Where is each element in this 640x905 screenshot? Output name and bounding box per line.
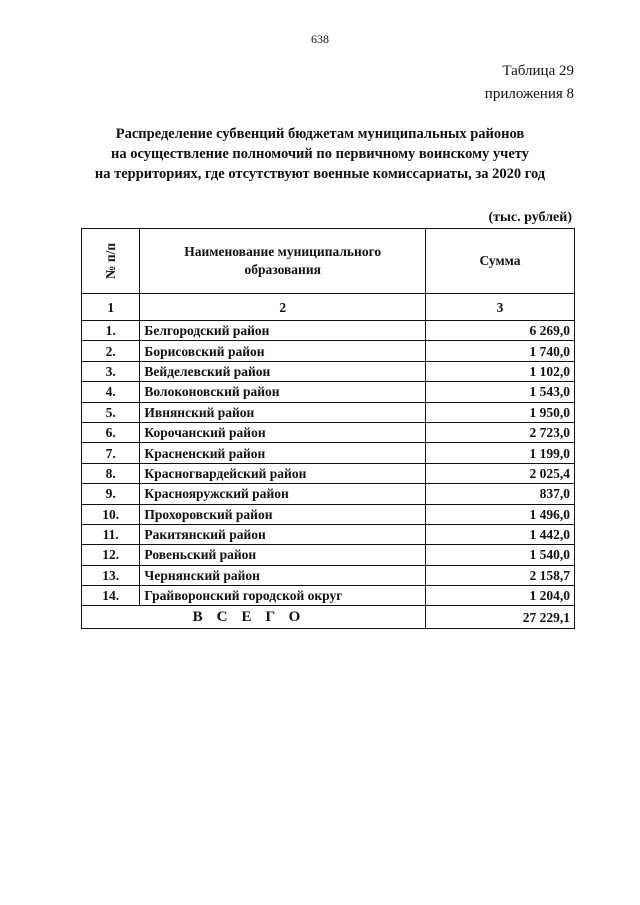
- row-sum: 6 269,0: [426, 321, 575, 341]
- row-number: 12.: [82, 545, 140, 565]
- header-sum: Сумма: [426, 229, 575, 294]
- row-number: 2.: [82, 341, 140, 361]
- row-sum: 2 158,7: [426, 565, 575, 585]
- row-name: Ровеньский район: [140, 545, 426, 565]
- table-row: [82, 586, 575, 606]
- table-row: [82, 341, 575, 361]
- row-name: Красногвардейский район: [140, 463, 426, 483]
- row-sum: 837,0: [426, 484, 575, 504]
- row-number: 10.: [82, 504, 140, 524]
- table-header-row: [82, 229, 575, 294]
- row-number: 3.: [82, 361, 140, 381]
- row-name: Белгородский район: [140, 321, 426, 341]
- row-sum: 1 543,0: [426, 382, 575, 402]
- row-sum: 1 496,0: [426, 504, 575, 524]
- row-sum: 2 025,4: [426, 463, 575, 483]
- table-body: [82, 321, 575, 606]
- row-name: Грайворонский городской округ: [140, 586, 426, 606]
- table-row: [82, 422, 575, 442]
- row-number: 9.: [82, 484, 140, 504]
- page-number: 638: [311, 32, 329, 46]
- row-sum: 1 740,0: [426, 341, 575, 361]
- row-name: Чернянский район: [140, 565, 426, 585]
- column-index: 3: [426, 294, 575, 321]
- row-sum: 1 540,0: [426, 545, 575, 565]
- table-row: [82, 545, 575, 565]
- row-sum: 1 950,0: [426, 402, 575, 422]
- row-sum: 2 723,0: [426, 422, 575, 442]
- row-name: Корочанский район: [140, 422, 426, 442]
- row-name: Ивнянский район: [140, 402, 426, 422]
- title-line2: на осуществление полномочий по первичному воинскому учету: [111, 146, 529, 162]
- table-row: [82, 321, 575, 341]
- row-number: 14.: [82, 586, 140, 606]
- row-name: Борисовский район: [140, 341, 426, 361]
- title-line1: Распределение субвенций бюджетам муниципальных районов: [115, 126, 525, 142]
- table-ref-line2: приложения 8: [484, 86, 574, 102]
- table-row: [82, 524, 575, 544]
- column-index: 2: [140, 294, 426, 321]
- row-number: 11.: [82, 524, 140, 544]
- table-reference: [485, 60, 574, 106]
- title-line3: на территориях, где отсутствуют военные комиссариаты, за 2020 год: [94, 166, 546, 182]
- row-number: 1.: [82, 321, 140, 341]
- units-label: (тыс. рублей): [488, 210, 572, 225]
- row-name: Краснояружский район: [140, 484, 426, 504]
- header-name: Наименование муниципального образования: [140, 229, 426, 294]
- header-num: № п/п: [82, 229, 140, 294]
- row-name: Красненский район: [140, 443, 426, 463]
- row-name: Ракитянский район: [140, 524, 426, 544]
- column-index: 1: [82, 294, 140, 321]
- row-number: 8.: [82, 463, 140, 483]
- row-number: 13.: [82, 565, 140, 585]
- row-name: Волоконовский район: [140, 382, 426, 402]
- table-ref-line1: Таблица 29: [502, 63, 574, 79]
- column-index-row: [82, 294, 575, 321]
- total-sum: 27 229,1: [426, 606, 575, 629]
- table-row: [82, 361, 575, 381]
- total-label: ВСЕГО: [82, 606, 426, 629]
- table-row: [82, 504, 575, 524]
- row-sum: 1 204,0: [426, 586, 575, 606]
- row-name: Прохоровский район: [140, 504, 426, 524]
- table-row: [82, 402, 575, 422]
- row-number: 5.: [82, 402, 140, 422]
- row-number: 4.: [82, 382, 140, 402]
- row-sum: 1 102,0: [426, 361, 575, 381]
- table-row: [82, 443, 575, 463]
- row-sum: 1 442,0: [426, 524, 575, 544]
- table-row: [82, 382, 575, 402]
- document-title: [60, 124, 580, 184]
- table-row: [82, 463, 575, 483]
- row-number: 6.: [82, 422, 140, 442]
- total-row: [82, 606, 575, 629]
- table-row: [82, 565, 575, 585]
- row-number: 7.: [82, 443, 140, 463]
- row-sum: 1 199,0: [426, 443, 575, 463]
- row-name: Вейделевский район: [140, 361, 426, 381]
- table-row: [82, 484, 575, 504]
- subsidy-table: [81, 228, 575, 629]
